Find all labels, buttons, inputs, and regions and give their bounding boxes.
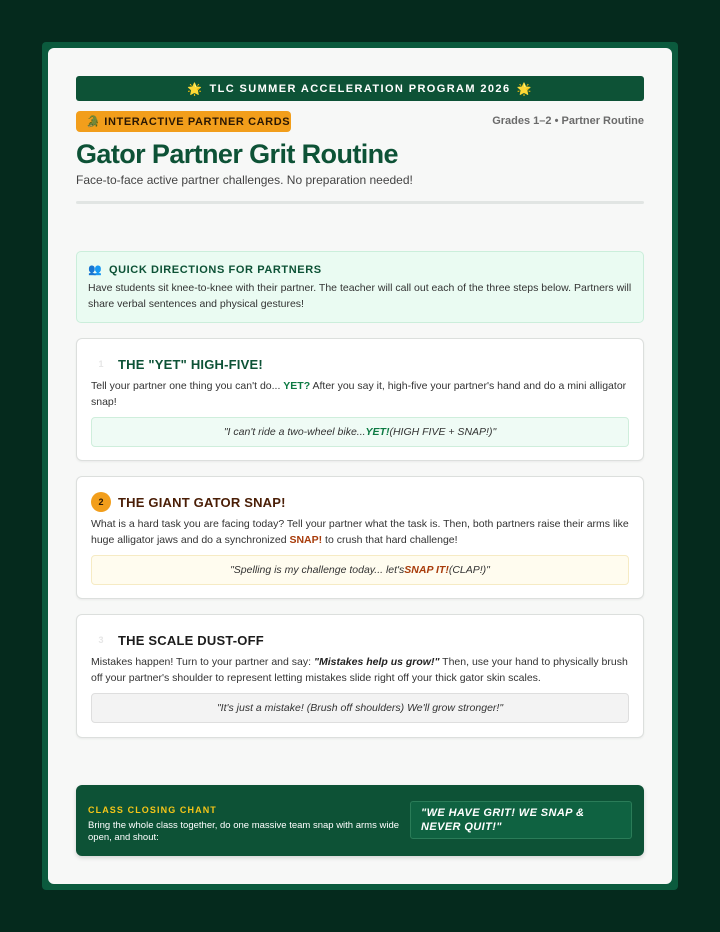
example-text: "I can't ride a two-wheel bike... xyxy=(223,426,366,438)
example-text: "Spelling is my challenge today... let's xyxy=(230,564,405,576)
step-number-badge: 1 xyxy=(98,359,104,369)
partner-cards-tag xyxy=(76,111,291,132)
example-text: "It's just a mistake! (Brush off shoulders) We'll grow stronger!" xyxy=(216,702,504,714)
people-icon: 👥 xyxy=(88,264,103,276)
directions-body: Have students sit knee-to-knee with their partner. The teacher will call out each of the three steps below. Partners will share verbal sentences and physical gestures! xyxy=(88,282,632,310)
directions-box xyxy=(76,251,644,323)
card-title: THE "YET" HIGH-FIVE! xyxy=(118,356,263,372)
grades-label: Grades 1–2 • Partner Routine xyxy=(492,115,644,127)
card-body-text: to crush that hard challenge! xyxy=(322,534,458,546)
header-divider xyxy=(76,201,644,204)
card-body-highlight: SNAP! xyxy=(289,534,323,546)
card-body-text: After you say it, high-five your partner's hand and do a mini alligator snap! xyxy=(91,380,627,408)
card-body-text: Then, use your hand to physically brush off your partner's shoulder to represent letting mistakes slide right off your thick gator skin scales. xyxy=(91,656,628,684)
challenge-card-1 xyxy=(76,338,644,461)
card-body-text: Tell your partner one thing you can't do... xyxy=(91,380,284,392)
card-example xyxy=(91,693,629,723)
card-body-highlight: YET? xyxy=(283,380,311,392)
card-body-text: Mistakes happen! Turn to your partner and say: xyxy=(91,656,314,668)
example-highlight: YET! xyxy=(365,426,390,438)
challenge-card-2 xyxy=(76,476,644,599)
alligator-icon: 🐊 xyxy=(86,116,101,128)
star-icon: 🌟 xyxy=(516,81,533,96)
card-body-highlight: "Mistakes help us grow!" xyxy=(313,656,440,668)
card-example xyxy=(91,555,629,585)
banner-text: TLC SUMMER ACCELERATION PROGRAM 2026 xyxy=(209,82,511,95)
card-example xyxy=(91,417,629,447)
card-body xyxy=(91,654,629,686)
program-banner xyxy=(76,76,644,101)
directions-heading xyxy=(88,263,632,276)
page-title: Gator Partner Grit Routine xyxy=(76,139,398,169)
chant-quote: "WE HAVE GRIT! WE SNAP & NEVER QUIT!" xyxy=(410,801,632,839)
star-icon: 🌟 xyxy=(187,81,204,96)
tag-text: INTERACTIVE PARTNER CARDS xyxy=(104,115,291,128)
card-body-text: What is a hard task you are facing today? Tell your partner what the task is. Then, both partners raise their arms like huge alligator jaws and do a synchronized xyxy=(91,518,629,546)
challenge-card-3 xyxy=(76,614,644,738)
card-title: THE GIANT GATOR SNAP! xyxy=(118,494,286,510)
card-body xyxy=(91,516,629,548)
card-title: THE SCALE DUST-OFF xyxy=(118,632,264,648)
step-number-badge: 3 xyxy=(98,635,104,645)
page-subtitle: Face-to-face active partner challenges. No preparation needed! xyxy=(76,173,413,187)
example-text: (HIGH FIVE + SNAP!)" xyxy=(389,426,497,438)
example-highlight: SNAP IT! xyxy=(404,564,449,576)
chant-instructions: Bring the whole class together, do one massive team snap with arms wide open, and shout: xyxy=(88,820,400,843)
step-number-badge: 2 xyxy=(91,492,111,512)
example-text: (CLAP!)" xyxy=(448,564,490,576)
card-body xyxy=(91,378,629,410)
chant-label: CLASS CLOSING CHANT xyxy=(88,805,217,815)
directions-heading-text: QUICK DIRECTIONS FOR PARTNERS xyxy=(108,264,322,276)
closing-chant-box xyxy=(76,785,644,856)
